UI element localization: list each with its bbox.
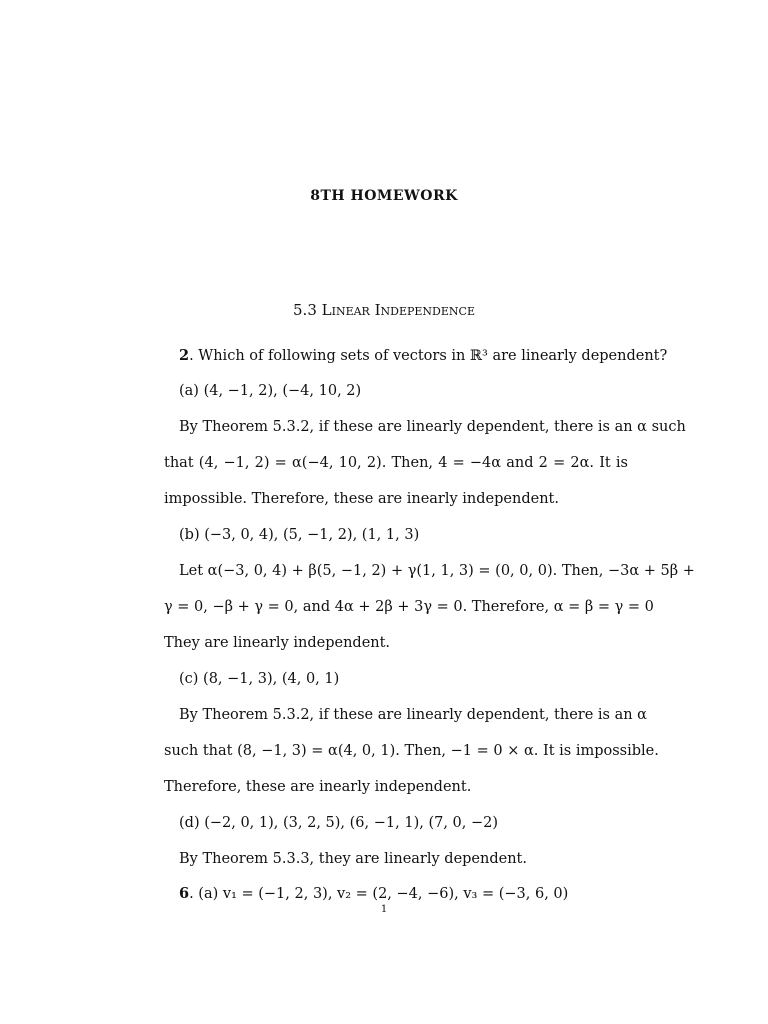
- page-number: 1: [380, 904, 388, 915]
- part-c-line-3: Therefore, these are inearly independent.: [164, 779, 472, 795]
- part-d-line-1: By Theorem 5.3.3, they are linearly dependent.: [179, 851, 527, 867]
- part-a-line-1: By Theorem 5.3.2, if these are linearly dependent, there is an α such: [179, 419, 686, 435]
- part-a-line-2: that (4, −1, 2) = α(−4, 10, 2). Then, 4 = −4α and 2 = 2α. It is: [164, 455, 628, 471]
- problem-2-text: . Which of following sets of vectors in ℝ³ are linearly dependent?: [189, 348, 668, 364]
- document-title: 8TH HOMEWORK: [310, 188, 458, 204]
- part-b-line-1: Let α(−3, 0, 4) + β(5, −1, 2) + γ(1, 1, 3) = (0, 0, 0). Then, −3α + 5β +: [179, 563, 695, 579]
- problem-number: 6: [179, 885, 190, 902]
- part-c-line-2: such that (8, −1, 3) = α(4, 0, 1). Then, −1 = 0 × α. It is impossible.: [164, 743, 659, 759]
- section-heading-text: 5.3 Linear Independence: [293, 301, 475, 319]
- part-c-statement: (c) (8, −1, 3), (4, 0, 1): [179, 671, 340, 687]
- problem-number: 2: [179, 347, 190, 364]
- part-d-statement: (d) (−2, 0, 1), (3, 2, 5), (6, −1, 1), (7, 0, −2): [179, 815, 499, 831]
- part-b-line-3: They are linearly independent.: [164, 635, 391, 651]
- section-heading: [0, 301, 768, 319]
- part-a-statement: (a) (4, −1, 2), (−4, 10, 2): [179, 383, 362, 399]
- problem-6-prompt: [179, 884, 628, 904]
- part-a-line-3: impossible. Therefore, these are inearly independent.: [164, 491, 559, 507]
- part-b-line-2: γ = 0, −β + γ = 0, and 4α + 2β + 3γ = 0. Therefore, α = β = γ = 0: [164, 599, 654, 615]
- part-c-line-1: By Theorem 5.3.2, if these are linearly dependent, there is an α: [179, 707, 647, 723]
- part-b-statement: (b) (−3, 0, 4), (5, −1, 2), (1, 1, 3): [179, 527, 420, 543]
- problem-2-prompt: [179, 346, 668, 366]
- problem-6-text: . (a) v₁ = (−1, 2, 3), v₂ = (2, −4, −6), v₃ = (−3, 6, 0): [189, 886, 569, 902]
